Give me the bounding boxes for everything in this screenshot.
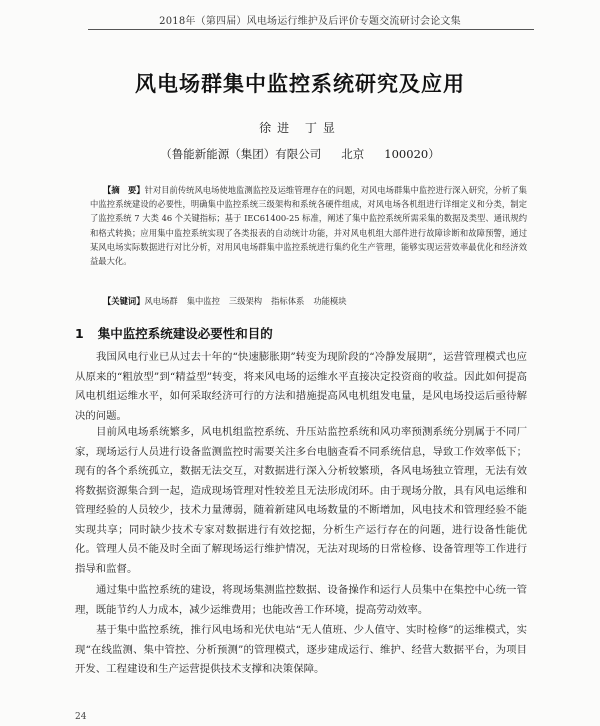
keyword: 风电场群 bbox=[144, 296, 178, 306]
body-paragraph: 通过集中监控系统的建设，将现场集测监控数据、设备操作和运行人员集中在集控中心统一管理，既能节约人力成本，减少运维费用；也能改善工作环境，提高劳动效率。 bbox=[75, 584, 527, 616]
section-number: 1 bbox=[75, 326, 84, 341]
authors: 徐进 丁显 bbox=[259, 121, 341, 135]
body-paragraph: 基于集中监控系统，推行风电场和光伏电站“无人值班、少人值守、实时检修”的运维模式，实现“在线监测、集中管控、分析预测”的管理模式，逐步建成运行、维护、经营大数据平台，为项目开发、工程建设和生产运营提供技术支撑和决策保障。 bbox=[75, 624, 527, 675]
body-paragraph: 目前风电场系统繁多，风电机组监控系统、升压站监控系统和风功率预测系统分别属于不同厂家，现场运行人员进行设备监测监控时需要关注多台电脑查看不同系统信息，导致工作效率低下；现有的各个系统孤立，数据无法交互，对数据进行深入分析较繁琐，各风电场独立管理，无法有效将数据资源集合到一起，造成现场管理对性较差且无法形成闭环。由于现场分散，具有风电运维和管理经验的人员较少，技术力量薄弱，随着新建风电场数量的不断增加，风电技术和管理经验不能实现共享；同时缺少技术专家对数据进行有效挖掘，分析生产运行存在的问题，进行设备性能优化。管理人员不能及时全面了解现场运行维护情况，无法对现场的日常检修、设备管理等工作进行指导和监督。 bbox=[75, 426, 527, 575]
keywords-label: 【关键词】 bbox=[103, 296, 145, 306]
abstract-label: 【摘 要】 bbox=[103, 185, 145, 195]
affiliation-city: 北京 bbox=[341, 147, 365, 161]
abstract bbox=[90, 183, 527, 268]
paper-title: 风电场群集中监控系统研究及应用 bbox=[135, 72, 465, 96]
affiliation-postcode: 100020） bbox=[384, 147, 440, 161]
keyword: 三级架构 bbox=[228, 296, 263, 306]
page-number: 24 bbox=[75, 712, 87, 722]
running-header: 2018年（第四届）风电场运行维护及后评价专题交流研讨会论文集 bbox=[159, 16, 461, 27]
abstract-text: 针对目前传统风电场使地监测监控及运维管理存在的问题，对风电场群集中监控进行深入研究，分析了集中监控系统建设的必要性，明确集中监控系统三级架构和系统各硬件组成，对风电场各机组进行详细定义和分类，制定了监控系统 7 大类 46 个关键指标；基于 IEC61400-25 标准，阐述了集中监控系统所需采集的数据及类型、通讯规约和格式转换；应用集中监控系统实现了各类报表的自动统计功能，并对风电机组大部件进行故障诊断和故障预警，通过某风电场实际数据进行对比分析，对用风电场群集中监控系统进行集约化生产管理，能够实现运营效率最优化和经济效益最大化。 bbox=[90, 185, 527, 267]
affiliation bbox=[0, 146, 600, 162]
section-title: 集中监控系统建设必要性和目的 bbox=[97, 326, 273, 341]
keyword: 指标体系 bbox=[271, 296, 305, 306]
header-rule bbox=[88, 29, 534, 30]
keyword: 功能模块 bbox=[313, 296, 347, 306]
body-paragraph: 我国风电行业已从过去十年的“快速膨胀期”转变为现阶段的“冷静发展期”，运营管理模式也应从原来的“粗放型”到“精益型”转变，将来风电场的运维水平直接决定投资商的收益。因此如何提高风电机组运维水平，如何采取经济可行的方法和措施提高风电机组发电量，是风电场投运后亟待解决的问题。 bbox=[75, 351, 527, 422]
keywords bbox=[90, 294, 527, 308]
affiliation-org: （鲁能新能源（集团）有限公司 bbox=[160, 147, 322, 161]
section-heading bbox=[75, 324, 273, 342]
keyword: 集中监控 bbox=[186, 296, 220, 306]
